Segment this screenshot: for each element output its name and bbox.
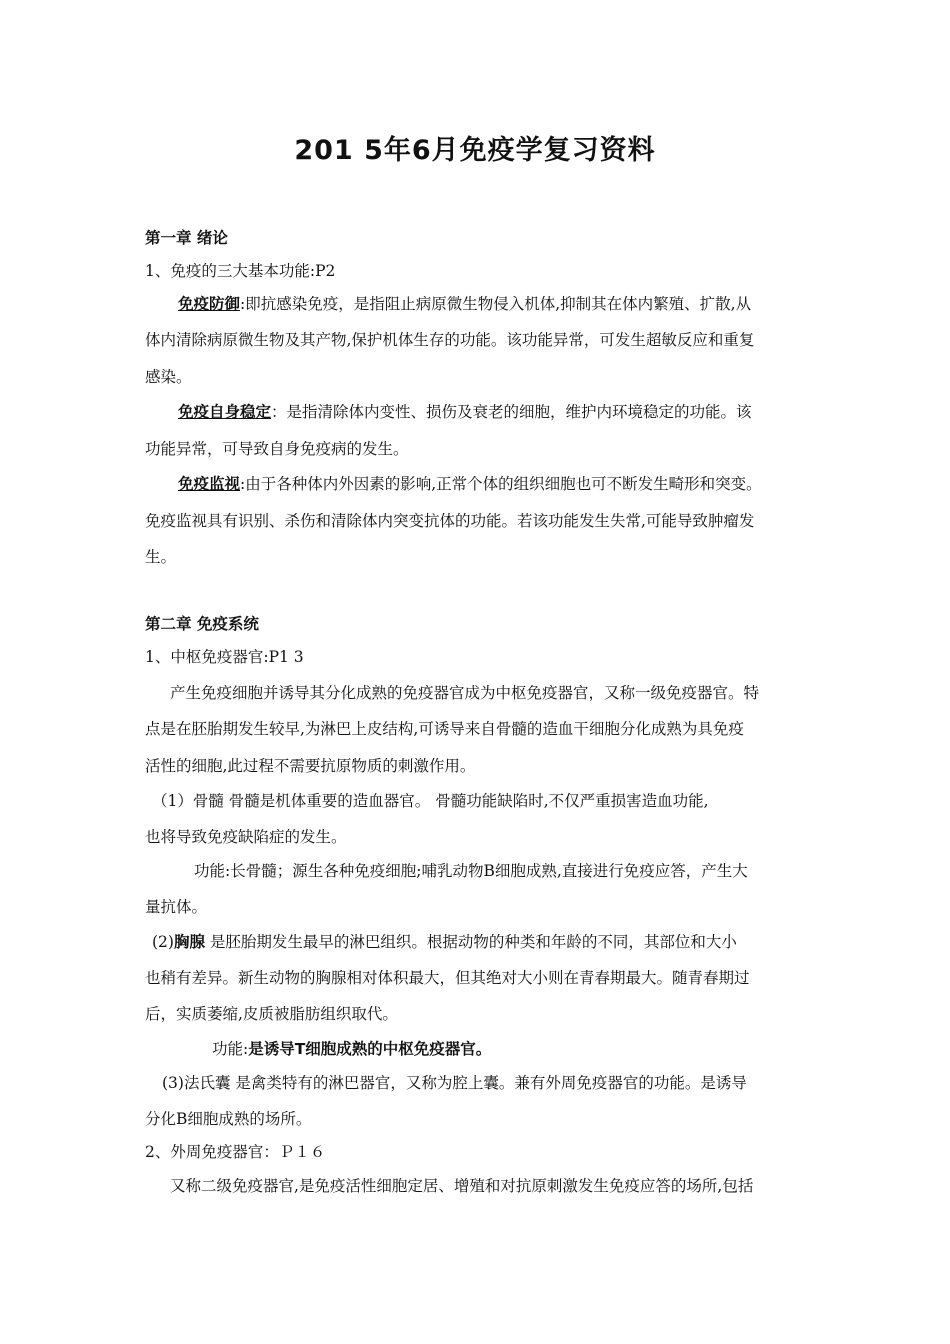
chapter-2-heading: 第二章 免疫系统: [145, 615, 259, 633]
bone-marrow-function-line-1: 功能:长骨髓；源生各种免疫细胞;哺乳动物B细胞成熟,直接进行免疫应答，产生大: [194, 862, 748, 880]
text: 是胚胎期发生最早的淋巴组织。根据动物的种类和年龄的不同，其部位和大小: [204, 933, 737, 951]
text: :即抗感染免疫，是指阻止病原微生物侵入机体,抑制其在体内繁殖、扩散,从: [240, 295, 752, 313]
section-2-1-title: 1、中枢免疫器官:P1 3: [145, 648, 304, 666]
paragraph-central-organs-line-3: 活性的细胞,此过程不需要抗原物质的刺激作用。: [145, 757, 476, 775]
term-immune-defense: 免疫防御: [178, 295, 241, 313]
paragraph-surveillance-line-2: 免疫监视具有识别、杀伤和清除体内突变抗体的功能。若该功能发生失常,可能导致肿瘤发: [145, 512, 755, 530]
term-self-stability: 免疫自身稳定: [178, 403, 272, 421]
thymus-line-3: 后，实质萎缩,皮质被脂肪组织取代。: [145, 1005, 398, 1023]
section-1-1-title: 1、免疫的三大基本功能:P2: [145, 262, 336, 280]
text: ：是指清除体内变性、损伤及衰老的细胞，维护内环境稳定的功能。该: [271, 403, 752, 421]
document-title: 201 5年6月免疫学复习资料: [294, 135, 656, 166]
paragraph-surveillance-line-1: [178, 474, 858, 494]
thymus-function-text: 是诱导T细胞成熟的中枢免疫器官。: [248, 1040, 492, 1058]
bone-marrow-line-2: 也将导致免疫缺陷症的发生。: [145, 828, 347, 846]
thymus-prefix: (2): [152, 933, 174, 951]
function-label: 功能:: [212, 1040, 249, 1058]
bursa-line-2: 分化B细胞成熟的场所。: [145, 1110, 312, 1128]
text: :由于各种体内外因素的影响,正常个体的组织细胞也可不断发生畸形和突变。: [240, 475, 762, 493]
thymus-function: [212, 1039, 892, 1059]
paragraph-immune-defense-line-3: 感染。: [145, 368, 192, 386]
bursa-line-1: (3)法氏囊 是禽类特有的淋巴器官，又称为腔上囊。兼有外周免疫器官的功能。是诱导: [162, 1074, 747, 1092]
paragraph-central-organs-line-2: 点是在胚胎期发生较早,为淋巴上皮结构,可诱导来自骨髓的造血干细胞分化成熟为具免疫: [145, 720, 744, 738]
paragraph-self-stability-line-2: 功能异常，可导致自身免疫病的发生。: [145, 440, 409, 458]
term-surveillance: 免疫监视: [178, 475, 241, 493]
chapter-1-heading: 第一章 绪论: [145, 229, 228, 247]
paragraph-self-stability-line-1: [178, 402, 858, 422]
section-2-2-title: 2、外周免疫器官：Ｐ１６: [145, 1143, 326, 1161]
paragraph-central-organs-line-1: 产生免疫细胞并诱导其分化成熟的免疫器官成为中枢免疫器官，又称一级免疫器官。特: [170, 684, 760, 702]
term-thymus: 胸腺: [173, 933, 205, 951]
paragraph-immune-defense-line-1: [178, 294, 858, 314]
bone-marrow-function-line-2: 量抗体。: [145, 898, 208, 916]
bone-marrow-line-1: （1）骨髓 骨髓是机体重要的造血器官。 骨髓功能缺陷时,不仅严重损害造血功能,: [152, 792, 709, 810]
thymus-line-1: [152, 932, 832, 952]
paragraph-peripheral-organs-line-1: 又称二级免疫器官,是免疫活性细胞定居、增殖和对抗原刺激发生免疫应答的场所,包括: [170, 1177, 754, 1195]
paragraph-surveillance-line-3: 生。: [145, 548, 177, 566]
paragraph-immune-defense-line-2: 体内清除病原微生物及其产物,保护机体生存的功能。该功能异常，可发生超敏反应和重复: [145, 331, 755, 349]
thymus-line-2: 也稍有差异。新生动物的胸腺相对体积最大，但其绝对大小则在青春期最大。随青春期过: [145, 969, 750, 987]
